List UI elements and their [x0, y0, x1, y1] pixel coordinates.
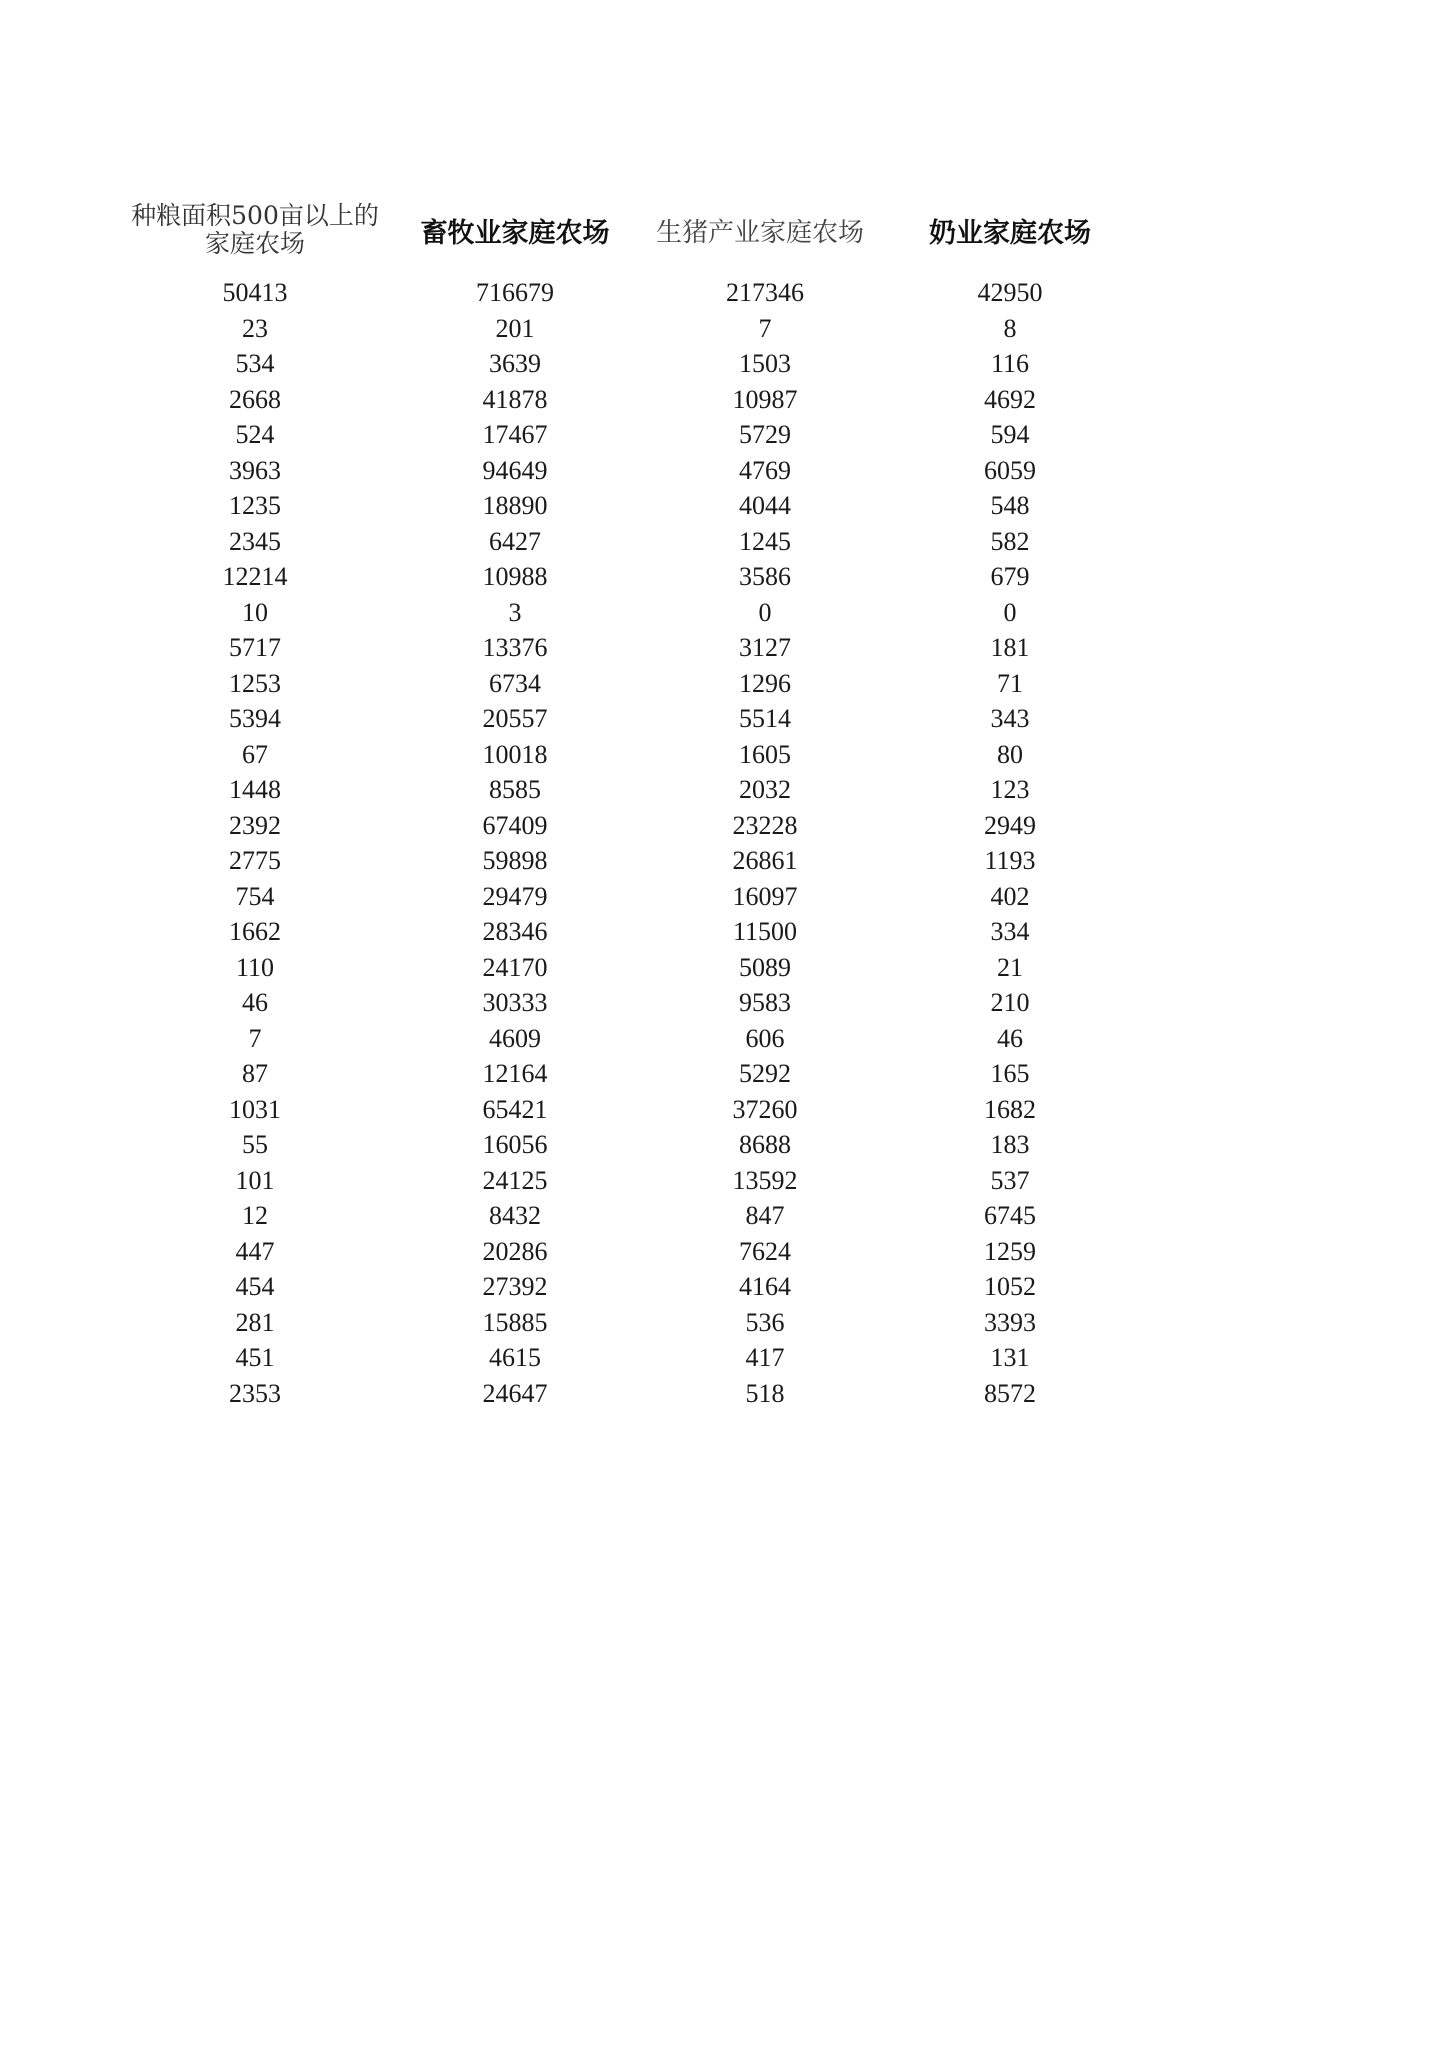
cell-grain-farms: 2775 — [229, 846, 281, 875]
cell-pig-farms: 3586 — [739, 562, 791, 591]
cell-dairy-farms: 123 — [990, 775, 1030, 804]
table-row — [0, 630, 1448, 666]
table-row — [0, 808, 1448, 844]
cell-pig-farms: 1245 — [739, 526, 791, 556]
cell-grain-farms: 46 — [242, 988, 268, 1017]
cell-pig-farms: 26861 — [732, 846, 798, 875]
cell-grain-farms: 454 — [235, 1272, 275, 1301]
cell-pig-farms: 37260 — [732, 1094, 798, 1124]
table-row — [0, 275, 1448, 311]
cell-livestock-farms: 24125 — [482, 1165, 548, 1195]
cell-livestock-farms: 18890 — [482, 491, 548, 520]
cell-grain-farms: 5717 — [229, 633, 281, 662]
cell-grain-farms: 2392 — [229, 810, 281, 840]
cell-dairy-farms: 594 — [990, 420, 1030, 449]
cell-dairy-farms: 343 — [990, 704, 1030, 733]
cell-grain-farms: 110 — [235, 952, 275, 982]
table-row — [0, 1234, 1448, 1270]
cell-grain-farms: 12214 — [222, 562, 288, 591]
table-row — [0, 843, 1448, 879]
header-grain-farms — [115, 190, 395, 270]
cell-dairy-farms: 42950 — [977, 278, 1043, 307]
cell-grain-farms: 451 — [235, 1343, 275, 1372]
cell-livestock-farms: 20557 — [482, 704, 548, 733]
cell-dairy-farms: 548 — [990, 491, 1030, 520]
cell-pig-farms: 536 — [745, 1307, 785, 1337]
cell-pig-farms: 606 — [745, 1023, 785, 1053]
cell-dairy-farms: 1052 — [984, 1272, 1036, 1301]
header-grain-farms-line1: 种粮面积500亩以上的 — [131, 201, 379, 230]
cell-pig-farms: 217346 — [726, 278, 804, 307]
cell-livestock-farms: 27392 — [482, 1272, 548, 1301]
cell-livestock-farms: 16056 — [482, 1130, 548, 1159]
cell-dairy-farms: 1259 — [984, 1236, 1036, 1266]
cell-grain-farms: 23 — [242, 313, 268, 343]
cell-dairy-farms: 8572 — [984, 1378, 1036, 1408]
cell-pig-farms: 4769 — [739, 455, 791, 485]
cell-pig-farms: 7 — [758, 313, 772, 343]
cell-livestock-farms: 10988 — [482, 562, 548, 591]
cell-dairy-farms: 6745 — [984, 1201, 1036, 1230]
table-row — [0, 346, 1448, 382]
table-body — [0, 275, 1448, 1411]
cell-dairy-farms: 537 — [990, 1165, 1030, 1195]
cell-livestock-farms: 24647 — [482, 1378, 548, 1408]
cell-pig-farms: 4044 — [739, 491, 791, 520]
cell-livestock-farms: 8585 — [489, 775, 541, 804]
table-row — [0, 1021, 1448, 1057]
table-row — [0, 595, 1448, 631]
cell-dairy-farms: 165 — [990, 1059, 1030, 1088]
cell-dairy-farms: 21 — [997, 952, 1023, 982]
cell-dairy-farms: 80 — [997, 739, 1023, 769]
table-row — [0, 382, 1448, 418]
cell-dairy-farms: 0 — [1003, 597, 1017, 627]
cell-grain-farms: 754 — [235, 881, 275, 911]
cell-pig-farms: 7624 — [739, 1236, 791, 1266]
cell-livestock-farms: 24170 — [482, 952, 548, 982]
cell-grain-farms: 1253 — [229, 668, 281, 698]
cell-grain-farms: 50413 — [222, 278, 288, 307]
cell-livestock-farms: 65421 — [482, 1094, 548, 1124]
cell-dairy-farms: 1682 — [984, 1094, 1036, 1124]
cell-dairy-farms: 3393 — [984, 1307, 1036, 1337]
cell-livestock-farms: 15885 — [482, 1307, 548, 1337]
cell-livestock-farms: 4609 — [489, 1023, 541, 1053]
cell-grain-farms: 55 — [242, 1130, 268, 1159]
table-row — [0, 1163, 1448, 1199]
cell-livestock-farms: 201 — [495, 313, 535, 343]
cell-grain-farms: 281 — [235, 1307, 275, 1337]
cell-grain-farms: 7 — [248, 1023, 262, 1053]
table-row — [0, 772, 1448, 808]
cell-dairy-farms: 6059 — [984, 455, 1036, 485]
cell-dairy-farms: 46 — [997, 1023, 1023, 1053]
table-row — [0, 311, 1448, 347]
cell-pig-farms: 2032 — [739, 775, 791, 804]
cell-livestock-farms: 28346 — [482, 917, 548, 946]
cell-livestock-farms: 3 — [508, 597, 522, 627]
table-row — [0, 1092, 1448, 1128]
cell-livestock-farms: 8432 — [489, 1201, 541, 1230]
cell-dairy-farms: 679 — [990, 562, 1030, 591]
cell-dairy-farms: 181 — [990, 633, 1030, 662]
cell-grain-farms: 2668 — [229, 384, 281, 414]
cell-pig-farms: 9583 — [739, 988, 791, 1017]
cell-livestock-farms: 6734 — [489, 668, 541, 698]
cell-livestock-farms: 29479 — [482, 881, 548, 911]
cell-livestock-farms: 20286 — [482, 1236, 548, 1266]
cell-dairy-farms: 402 — [990, 881, 1030, 911]
cell-dairy-farms: 183 — [990, 1130, 1030, 1159]
cell-grain-farms: 101 — [235, 1165, 275, 1195]
cell-dairy-farms: 8 — [1003, 313, 1017, 343]
table-row — [0, 985, 1448, 1021]
cell-pig-farms: 1605 — [739, 739, 791, 769]
cell-livestock-farms: 4615 — [489, 1343, 541, 1372]
cell-dairy-farms: 210 — [990, 988, 1030, 1017]
cell-pig-farms: 10987 — [732, 384, 798, 414]
header-livestock-farms: 畜牧业家庭农场 — [420, 217, 610, 249]
table-row — [0, 559, 1448, 595]
table-row — [0, 914, 1448, 950]
cell-livestock-farms: 67409 — [482, 810, 548, 840]
header-pig-farms: 生猪产业家庭农场 — [655, 217, 864, 248]
cell-grain-farms: 1235 — [229, 491, 281, 520]
cell-livestock-farms: 17467 — [482, 420, 548, 449]
cell-pig-farms: 417 — [745, 1343, 785, 1372]
cell-grain-farms: 1031 — [229, 1094, 281, 1124]
cell-grain-farms: 3963 — [229, 455, 281, 485]
table-row — [0, 1376, 1448, 1412]
cell-pig-farms: 847 — [745, 1201, 785, 1230]
cell-pig-farms: 5089 — [739, 952, 791, 982]
cell-pig-farms: 518 — [745, 1378, 785, 1408]
cell-dairy-farms: 4692 — [984, 384, 1036, 414]
table-row — [0, 417, 1448, 453]
cell-dairy-farms: 71 — [997, 668, 1023, 698]
cell-dairy-farms: 2949 — [984, 810, 1036, 840]
cell-pig-farms: 1503 — [739, 349, 791, 378]
cell-pig-farms: 4164 — [739, 1272, 791, 1301]
cell-grain-farms: 87 — [242, 1059, 268, 1088]
table-row — [0, 666, 1448, 702]
table-row — [0, 524, 1448, 560]
table-row — [0, 950, 1448, 986]
cell-pig-farms: 8688 — [739, 1130, 791, 1159]
cell-livestock-farms: 716679 — [476, 278, 554, 307]
cell-pig-farms: 0 — [758, 597, 772, 627]
cell-grain-farms: 534 — [235, 349, 275, 378]
table-row — [0, 1198, 1448, 1234]
cell-grain-farms: 12 — [242, 1201, 268, 1230]
cell-livestock-farms: 12164 — [482, 1059, 548, 1088]
cell-pig-farms: 5729 — [739, 420, 791, 449]
cell-pig-farms: 16097 — [732, 881, 798, 911]
cell-livestock-farms: 41878 — [482, 384, 548, 414]
cell-pig-farms: 5292 — [739, 1059, 791, 1088]
cell-livestock-farms: 13376 — [482, 633, 548, 662]
cell-pig-farms: 13592 — [732, 1165, 798, 1195]
cell-livestock-farms: 3639 — [489, 349, 541, 378]
cell-livestock-farms: 59898 — [482, 846, 548, 875]
table-row — [0, 1127, 1448, 1163]
cell-pig-farms: 11500 — [732, 917, 798, 946]
header-dairy-farms: 奶业家庭农场 — [929, 217, 1091, 249]
cell-grain-farms: 67 — [242, 739, 268, 769]
table-row — [0, 1340, 1448, 1376]
cell-dairy-farms: 116 — [990, 349, 1030, 378]
cell-grain-farms: 2353 — [229, 1378, 281, 1408]
cell-livestock-farms: 94649 — [482, 455, 548, 485]
cell-livestock-farms: 30333 — [482, 988, 548, 1017]
cell-dairy-farms: 334 — [990, 917, 1030, 946]
table-row — [0, 879, 1448, 915]
table-row — [0, 453, 1448, 489]
table-row — [0, 1269, 1448, 1305]
table-row — [0, 1305, 1448, 1341]
cell-grain-farms: 5394 — [229, 704, 281, 733]
cell-dairy-farms: 131 — [990, 1343, 1030, 1372]
cell-grain-farms: 447 — [235, 1236, 275, 1266]
cell-grain-farms: 10 — [242, 597, 268, 627]
cell-dairy-farms: 582 — [990, 526, 1030, 556]
header-grain-farms-line2: 家庭农场 — [204, 229, 305, 258]
table-row — [0, 1056, 1448, 1092]
table-row — [0, 737, 1448, 773]
cell-grain-farms: 1448 — [229, 775, 281, 804]
table-row — [0, 701, 1448, 737]
cell-pig-farms: 23228 — [732, 810, 798, 840]
cell-grain-farms: 2345 — [229, 526, 281, 556]
cell-grain-farms: 1662 — [229, 917, 281, 946]
cell-livestock-farms: 6427 — [489, 526, 541, 556]
cell-grain-farms: 524 — [235, 420, 275, 449]
cell-dairy-farms: 1193 — [984, 846, 1036, 875]
table-row — [0, 488, 1448, 524]
cell-pig-farms: 1296 — [739, 668, 791, 698]
table-header-row — [0, 190, 1448, 270]
cell-livestock-farms: 10018 — [482, 739, 548, 769]
cell-pig-farms: 3127 — [739, 633, 791, 662]
cell-pig-farms: 5514 — [739, 704, 791, 733]
